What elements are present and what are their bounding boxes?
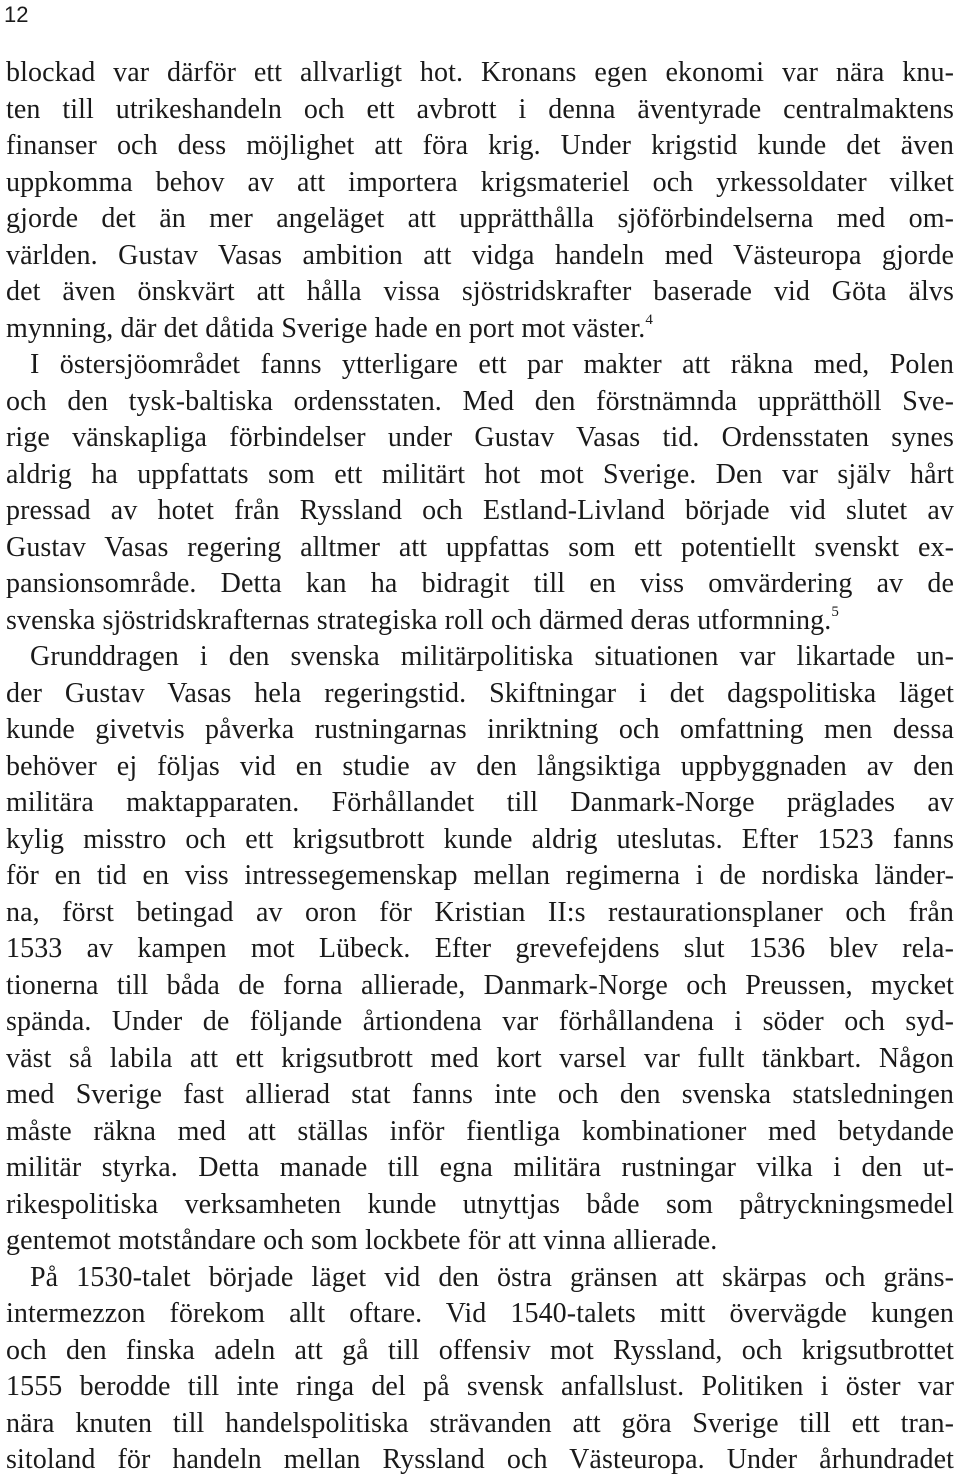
text-line-content: kylig misstro och ett krigsutbrott kunde aldrig uteslutas. Efter 1523 fanns [6, 823, 954, 855]
text-line [6, 858, 954, 895]
text-line [6, 92, 954, 129]
text-line [6, 712, 954, 749]
text-line-content: det även önskvärt att hålla vissa sjöstridskrafter baserade vid Göta älvs [6, 276, 954, 307]
text-line [6, 311, 954, 348]
text-line [6, 639, 954, 676]
text-line-content: uppkomma behov av att importera krigsmateriel och yrkessoldater vilket [6, 166, 954, 198]
text-line-content: intermezzon förekom allt oftare. Vid 1540-talets mitt övervägde kungen [6, 1298, 954, 1329]
text-line [6, 895, 954, 932]
text-line-content: svenska sjöstridskrafternas strategiska roll och därmed deras utformning. [6, 604, 832, 636]
text-line [6, 274, 954, 311]
text-line [6, 420, 954, 457]
text-line-content: måste räkna med att ställas inför fientliga kombinationer med betydande [6, 1115, 954, 1147]
text-line-content: gjorde det än mer angeläget att upprätthålla sjöförbindelserna med om- [6, 203, 954, 234]
text-line [6, 128, 954, 165]
text-line-content: kunde givetvis påverka rustningarnas inriktning och omfattning men dessa [6, 714, 954, 745]
text-line-content: pansionsområde. Detta kan ha bidragit till en viss omvärdering av de [6, 568, 954, 599]
text-line-content: militär styrka. Detta manade till egna militära rustningar vilka i den ut- [6, 1152, 954, 1183]
text-line-content: På 1530-talet började läget vid den östra gränsen att skärpas och gräns- [30, 1261, 954, 1293]
text-line [6, 785, 954, 822]
text-line [6, 165, 954, 202]
body-text [6, 55, 954, 1479]
text-line [6, 1296, 954, 1333]
text-line-content: och den tysk-baltiska ordensstaten. Med den förstnämnda upprätthöll Sve- [6, 385, 954, 417]
text-line [6, 1406, 954, 1443]
text-line [6, 1114, 954, 1151]
text-line-content: finanser och dess möjlighet att föra krig. Under krigstid kunde det även [6, 130, 954, 161]
text-line [6, 676, 954, 713]
text-line-content: gentemot motståndare och som lockbete för att vinna allierade. [6, 1225, 718, 1256]
text-line [6, 493, 954, 530]
text-line [6, 1077, 954, 1114]
text-line-content: 1533 av kampen mot Lübeck. Efter grevefejdens slut 1536 blev rela- [6, 933, 954, 964]
text-line-content: rikespolitiska verksamheten kunde utnyttjas både som påtryckningsmedel [6, 1188, 954, 1220]
text-line [6, 1333, 954, 1370]
text-line [6, 384, 954, 421]
text-line-content: världen. Gustav Vasas ambition att vidga handeln med Västeuropa gjorde [6, 239, 954, 271]
text-line-content: Gustav Vasas regering alltmer att uppfattas som ett potentiellt svenskt ex- [6, 531, 954, 563]
text-line-content: behöver ej följas vid en studie av den långsiktiga uppbyggnaden av den [6, 750, 954, 782]
text-line-content: blockad var därför ett allvarligt hot. Kronans egen ekonomi var nära knu- [6, 57, 954, 88]
text-line-content: ten till utrikeshandeln och ett avbrott i denna äventyrade centralmaktens [6, 93, 954, 125]
text-line [6, 238, 954, 275]
text-line [6, 968, 954, 1005]
text-line [6, 347, 954, 384]
footnote-marker: 4 [645, 312, 653, 329]
text-line-content: aldrig ha uppfattats som ett militärt hot mot Sverige. Den var själv hårt [6, 458, 954, 490]
text-line [6, 1187, 954, 1224]
text-line [6, 530, 954, 567]
text-line [6, 931, 954, 968]
text-line-content: militära maktapparaten. Förhållandet till Danmark-Norge präglades av [6, 787, 954, 818]
text-line-content: tionerna till båda de forna allierade, Danmark-Norge och Preussen, mycket [6, 969, 954, 1001]
text-line-content: na, först betingad av oron för Kristian II:s restaurationsplaner och från [6, 896, 954, 928]
text-line-content: pressad av hotet från Ryssland och Estland-Livland började vid slutet av [6, 495, 954, 526]
text-line [6, 822, 954, 859]
text-line-content: mynning, där det dåtida Sverige hade en port mot väster. [6, 312, 646, 344]
text-line-content: med Sverige fast allierad stat fanns inte och den svenska statsledningen [6, 1079, 954, 1110]
text-line [6, 1004, 954, 1041]
text-line [6, 457, 954, 494]
text-line-content: väst så labila att ett krigsutbrott med kort varsel var fullt tänkbart. Någon [6, 1042, 954, 1074]
page-number: 12 [4, 2, 29, 27]
text-line-content: rige vänskapliga förbindelser under Gustav Vasas tid. Ordensstaten synes [6, 422, 954, 453]
text-line-content: spända. Under de följande årtiondena var förhållandena i söder och syd- [6, 1006, 954, 1037]
text-line [6, 1223, 954, 1260]
text-line [6, 1442, 954, 1479]
text-line-content: I östersjöområdet fanns ytterligare ett par makter att räkna med, Polen [30, 349, 954, 380]
text-line [6, 749, 954, 786]
text-line [6, 566, 954, 603]
text-line [6, 1041, 954, 1078]
text-line [6, 1369, 954, 1406]
text-line [6, 1150, 954, 1187]
text-line [6, 55, 954, 92]
text-line-content: Grunddragen i den svenska militärpolitiska situationen var likartade un- [30, 641, 954, 672]
text-line-content: för en tid en viss intressegemenskap mellan regimerna i de nordiska länder- [6, 860, 954, 891]
text-line-content: sitoland för handeln mellan Ryssland och Västeuropa. Under århundradet [6, 1444, 954, 1475]
text-line [6, 603, 954, 640]
text-line-content: der Gustav Vasas hela regeringstid. Skiftningar i det dagspolitiska läget [6, 677, 954, 709]
text-line [6, 1260, 954, 1297]
text-line [6, 201, 954, 238]
text-line-content: 1555 berodde till inte ringa del på svensk anfallslust. Politiken i öster var [6, 1371, 954, 1402]
footnote-marker: 5 [831, 604, 839, 621]
text-line-content: och den finska adeln att gå till offensiv mot Ryssland, och krigsutbrottet [6, 1334, 954, 1366]
text-line-content: nära knuten till handelspolitiska strävanden att göra Sverige till ett tran- [6, 1407, 954, 1439]
